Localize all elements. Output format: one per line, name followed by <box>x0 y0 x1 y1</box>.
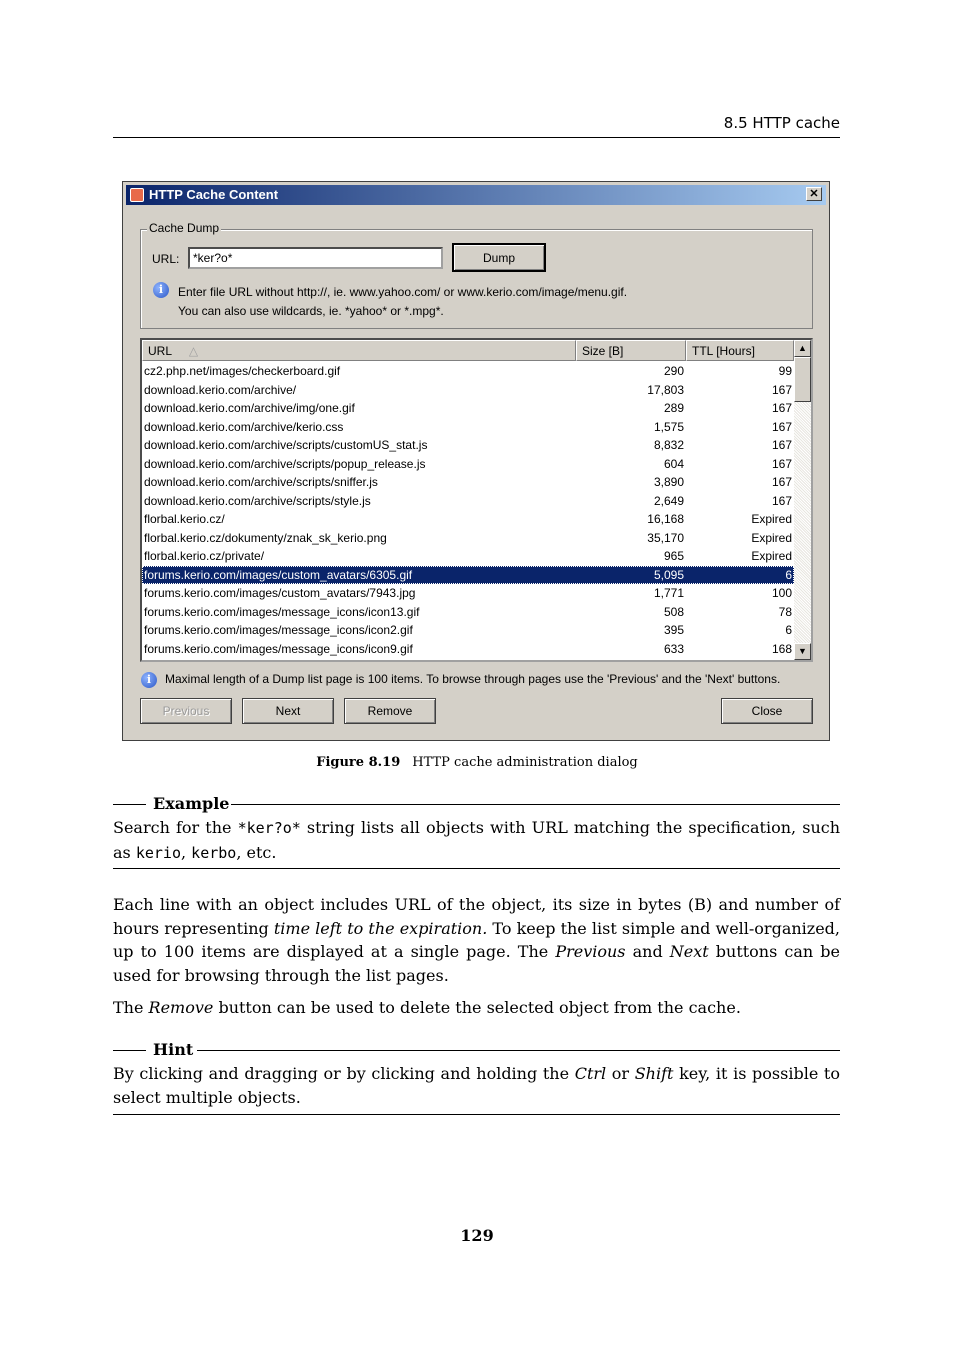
app-icon <box>130 188 144 202</box>
example-box-title <box>113 794 840 814</box>
text: , etc. <box>236 842 277 862</box>
row-url: florbal.kerio.cz/private/ <box>144 549 265 563</box>
row-url: download.kerio.com/archive/scripts/customUS_stat.js <box>144 438 428 452</box>
text: button can be used to delete the selected object from the cache. <box>213 998 741 1017</box>
rule <box>113 1050 146 1051</box>
row-ttl: Expired <box>751 512 792 526</box>
info-icon: i <box>141 672 157 688</box>
row-size: 290 <box>663 364 684 378</box>
table-row[interactable] <box>142 547 794 566</box>
emphasis: Shift <box>634 1064 674 1083</box>
row-ttl: 6 <box>785 567 792 582</box>
table-row[interactable] <box>142 492 794 511</box>
row-url: download.kerio.com/archive/kerio.css <box>144 419 344 434</box>
cache-list[interactable] <box>140 338 813 662</box>
emphasis: Previous <box>555 942 626 961</box>
code: *ker?o* <box>237 819 301 837</box>
url-hint <box>178 283 627 321</box>
close-icon[interactable]: ✕ <box>806 187 822 201</box>
column-header-ttl[interactable]: TTL [Hours] <box>686 340 794 361</box>
table-row[interactable] <box>142 621 794 640</box>
table-row[interactable] <box>142 529 794 548</box>
column-url-label: URL <box>148 344 172 358</box>
row-size: 8,832 <box>653 438 684 452</box>
text: string lists all objects with URL matching the specification, such as <box>113 818 841 862</box>
text: or <box>606 1064 635 1083</box>
row-ttl: 6 <box>785 623 792 637</box>
row-ttl: 167 <box>771 438 792 452</box>
cache-dump-label: Cache Dump <box>149 221 220 235</box>
text: By clicking and dragging or by clicking and holding the <box>113 1064 575 1083</box>
hint-box-bottom <box>113 1114 840 1115</box>
row-size: 17,803 <box>647 382 684 397</box>
dump-button[interactable]: Dump <box>452 243 546 272</box>
dialog-title: HTTP Cache Content <box>149 187 279 202</box>
vertical-scrollbar[interactable] <box>794 340 811 660</box>
example-text <box>113 816 840 865</box>
hint-box-title <box>113 1040 840 1060</box>
next-button[interactable]: Next <box>242 698 334 724</box>
text: key, it is possible to select multiple objects. <box>113 1064 840 1107</box>
sort-ascending-icon: △ <box>188 344 199 358</box>
code: kerbo <box>191 843 237 862</box>
table-row[interactable] <box>142 566 794 585</box>
page-hint: Maximal length of a Dump list page is 100 items. To browse through pages use the 'Previous' and the 'Next' buttons. <box>165 672 781 686</box>
row-url: forums.kerio.com/images/custom_avatars/7943.jpg <box>144 586 416 600</box>
row-ttl: 167 <box>771 493 792 508</box>
column-header-size[interactable]: Size [B] <box>576 340 686 361</box>
row-ttl: 100 <box>771 586 792 600</box>
emphasis: Remove <box>148 998 214 1017</box>
row-size: 35,170 <box>647 530 684 545</box>
row-url: download.kerio.com/archive/scripts/style.js <box>144 493 371 508</box>
row-ttl: 167 <box>771 401 792 415</box>
row-size: 1,575 <box>653 419 684 434</box>
figure-caption-text: HTTP cache administration dialog <box>412 755 638 770</box>
rule <box>231 804 840 805</box>
row-ttl: Expired <box>751 530 792 545</box>
table-row[interactable] <box>142 418 794 437</box>
row-size: 3,890 <box>653 475 684 489</box>
row-size: 1,771 <box>653 586 684 600</box>
url-hint-line1: Enter file URL without http://, ie. www.yahoo.com/ or www.kerio.com/image/menu.gif. <box>178 285 628 299</box>
remove-button[interactable]: Remove <box>344 698 436 724</box>
row-ttl: 168 <box>771 641 792 656</box>
figure-label: Figure 8.19 <box>316 755 401 770</box>
row-url: forums.kerio.com/images/message_icons/icon9.gif <box>144 641 413 656</box>
list-rows <box>142 362 794 658</box>
remove-paragraph <box>113 996 840 1020</box>
row-size: 633 <box>663 641 684 656</box>
row-ttl: 78 <box>778 604 792 619</box>
text: To keep the list simple and well-organized, up to 100 items are displayed at a single page. The <box>113 918 841 961</box>
figure-caption <box>0 755 954 770</box>
row-url: forums.kerio.com/images/message_icons/icon2.gif <box>144 623 413 637</box>
url-input[interactable] <box>188 247 443 269</box>
row-size: 289 <box>663 401 684 415</box>
row-size: 965 <box>663 549 684 563</box>
table-row[interactable] <box>142 362 794 381</box>
previous-button[interactable]: Previous <box>140 698 232 724</box>
scroll-thumb[interactable] <box>794 357 811 402</box>
row-url: download.kerio.com/archive/ <box>144 382 297 397</box>
column-header-url[interactable] <box>142 340 576 361</box>
url-label: URL: <box>152 252 180 266</box>
table-row[interactable] <box>142 640 794 659</box>
hint-title: Hint <box>153 1040 194 1059</box>
text: Each line with an object includes URL of the object, its size in bytes (B) and number of hours representing <box>113 895 840 938</box>
example-box-bottom <box>113 868 840 869</box>
dialog-titlebar[interactable] <box>126 185 826 205</box>
hint-text <box>113 1062 840 1109</box>
row-size: 5,095 <box>653 567 684 582</box>
text: Search for the <box>113 818 238 837</box>
row-url: download.kerio.com/archive/scripts/popup_release.js <box>144 456 426 471</box>
info-icon: i <box>153 282 169 298</box>
text: buttons can be used for browsing through the list pages. <box>113 942 841 985</box>
http-cache-dialog <box>122 181 830 741</box>
table-row[interactable] <box>142 473 794 492</box>
emphasis: Ctrl <box>574 1064 607 1083</box>
row-url: forums.kerio.com/images/message_icons/icon13.gif <box>144 604 420 619</box>
table-row[interactable] <box>142 584 794 603</box>
row-url: florbal.kerio.cz/dokumenty/znak_sk_kerio.png <box>144 530 387 545</box>
row-url: download.kerio.com/archive/img/one.gif <box>144 401 355 415</box>
code: kerio <box>135 843 181 862</box>
row-url: forums.kerio.com/images/custom_avatars/6305.gif <box>144 567 413 582</box>
running-header: 8.5 HTTP cache <box>723 114 840 132</box>
row-ttl: 167 <box>771 382 792 397</box>
row-ttl: 167 <box>771 456 792 471</box>
scroll-up-icon[interactable]: ▲ <box>794 340 811 357</box>
close-button[interactable]: Close <box>721 698 813 724</box>
page-number: 129 <box>460 1226 494 1245</box>
header-rule <box>113 137 840 138</box>
example-title: Example <box>153 794 230 813</box>
table-row[interactable] <box>142 381 794 400</box>
emphasis: time left to the expiration. <box>273 918 488 938</box>
scroll-down-icon[interactable]: ▼ <box>794 643 811 660</box>
row-ttl: 167 <box>771 475 792 489</box>
rule <box>197 1050 840 1051</box>
table-row[interactable] <box>142 603 794 622</box>
row-ttl: 167 <box>771 419 792 434</box>
text: and <box>625 942 670 961</box>
table-row[interactable] <box>142 455 794 474</box>
row-size: 604 <box>663 456 684 471</box>
row-url: cz2.php.net/images/checkerboard.gif <box>144 364 341 378</box>
emphasis: Next <box>669 942 709 961</box>
table-row[interactable] <box>142 399 794 418</box>
row-url: download.kerio.com/archive/scripts/sniffer.js <box>144 475 378 489</box>
row-ttl: 99 <box>778 364 792 378</box>
row-size: 508 <box>663 604 684 619</box>
url-hint-line2: You can also use wildcards, ie. *yahoo* or *.mpg*. <box>178 304 444 318</box>
row-size: 395 <box>663 623 684 637</box>
row-ttl: Expired <box>751 549 792 563</box>
row-size: 16,168 <box>647 512 684 526</box>
text: , <box>181 842 192 862</box>
text: The <box>113 998 149 1017</box>
description-paragraph <box>113 893 840 987</box>
row-size: 2,649 <box>653 493 684 508</box>
table-row[interactable] <box>142 436 794 455</box>
row-url: florbal.kerio.cz/ <box>144 512 225 526</box>
list-header <box>142 340 794 361</box>
rule <box>113 804 146 805</box>
table-row[interactable] <box>142 510 794 529</box>
